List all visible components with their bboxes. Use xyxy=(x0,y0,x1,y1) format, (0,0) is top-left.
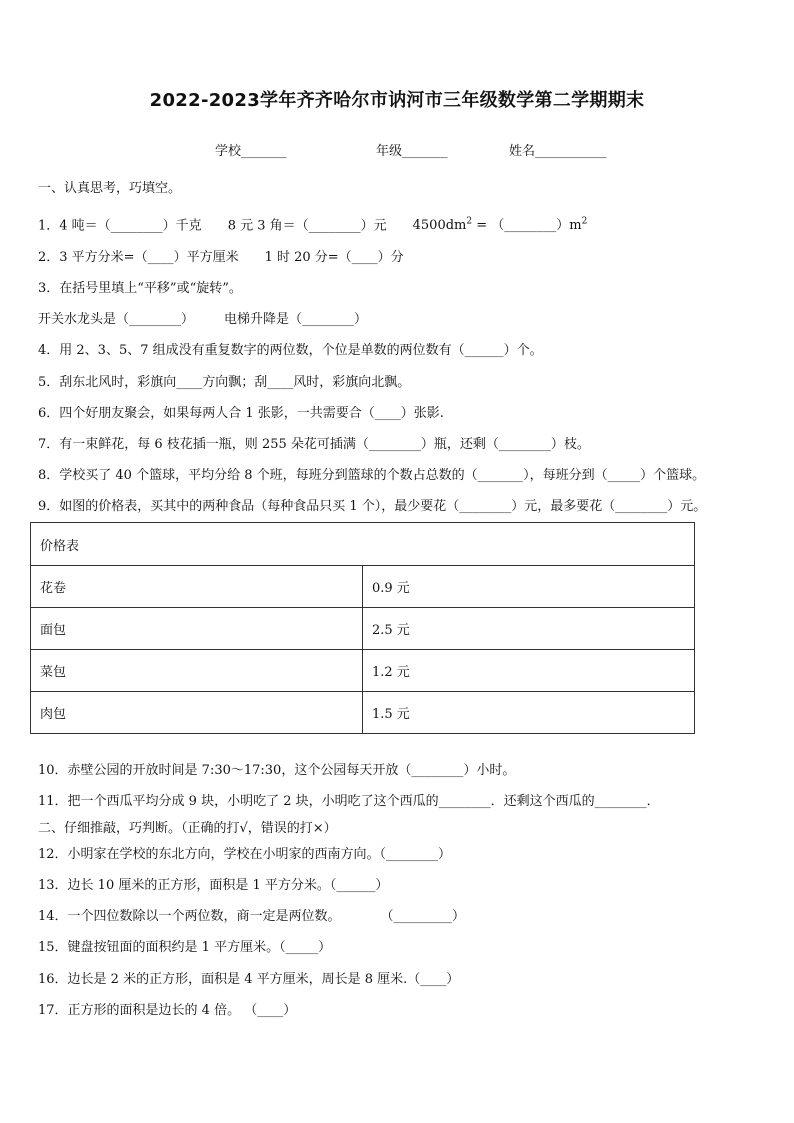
question-5: 5．刮东北风时，彩旗向____方向飘；刮____风时，彩旗向北飘。 xyxy=(38,375,411,390)
price-table xyxy=(30,522,695,734)
question-10: 10．赤壁公园的开放时间是 7:30～17:30，这个公园每天开放（________）小时。 xyxy=(38,763,516,778)
question-16: 16．边长是 2 米的正方形，面积是 4 平方厘米，周长是 8 厘米.（____） xyxy=(38,972,460,987)
question-17: 17．正方形的面积是边长的 4 倍。 （____） xyxy=(38,1003,297,1018)
price-table-header: 价格表 xyxy=(31,523,695,566)
name-label: 姓名 xyxy=(509,144,536,159)
q3-part-b: 电梯升降是（________） xyxy=(224,312,368,327)
table-row xyxy=(31,650,695,692)
q14-answer-blank: （_________） xyxy=(380,909,466,924)
name-blank: ___________ xyxy=(535,144,607,159)
q2-part-a: 2．3 平方分米=（____）平方厘米 xyxy=(38,250,239,265)
question-14 xyxy=(38,909,465,925)
school-field xyxy=(215,140,287,159)
food-price: 0.9 元 xyxy=(363,566,695,608)
grade-label: 年级 xyxy=(376,144,403,159)
question-13: 13．边长 10 厘米的正方形，面积是 1 平方分米。（______） xyxy=(38,878,389,893)
q1-part-a: 1．4 吨＝（________）千克 xyxy=(38,218,202,234)
section-1-heading: 一、认真思考，巧填空。 xyxy=(38,181,182,196)
question-9: 9．如图的价格表，买其中的两种食品（每种食品只买 1 个），最少要花（________）元，最多要花（________）元。 xyxy=(38,499,707,514)
grade-field xyxy=(376,140,448,159)
table-row xyxy=(31,566,695,608)
q3-part-a: 开关水龙头是（________） xyxy=(38,312,195,327)
question-15: 15．键盘按钮面的面积约是 1 平方厘米。（_____） xyxy=(38,940,332,955)
question-12: 12．小明家在学校的东北方向，学校在小明家的西南方向。（________） xyxy=(38,847,452,862)
question-3-stem: 3．在括号里填上“平移”或“旋转”。 xyxy=(38,281,242,296)
page-title: 2022-2023学年齐齐哈尔市讷河市三年级数学第二学期期末 xyxy=(149,90,645,111)
question-4: 4．用 2、3、5、7 组成没有重复数字的两位数，个位是单数的两位数有（______）个。 xyxy=(38,343,543,358)
q1-part-c: $4500dm^2$ = $(\_\_\_\_\_\_\_\_)m^2$ xyxy=(412,217,588,234)
question-3-parts xyxy=(38,312,367,328)
food-price: 1.5 元 xyxy=(363,692,695,734)
food-item: 花卷 xyxy=(31,566,363,608)
question-7: 7．有一束鲜花，每 6 枝花插一瓶，则 255 朵花可插满（________）瓶，还剩（________）枝。 xyxy=(38,437,590,452)
question-11: 11．把一个西瓜平均分成 9 块，小明吃了 2 块，小明吃了这个西瓜的________．还剩这个西瓜的________． xyxy=(38,794,660,809)
grade-blank: _______ xyxy=(402,144,448,159)
food-price: 1.2 元 xyxy=(363,650,695,692)
question-6: 6．四个好朋友聚会，如果每两人合 1 张影，一共需要合（____）张影. xyxy=(38,406,444,421)
school-blank: _______ xyxy=(241,144,287,159)
question-1 xyxy=(38,214,587,234)
table-row xyxy=(31,608,695,650)
table-row xyxy=(31,692,695,734)
q14-statement: 14．一个四位数除以一个两位数，商一定是两位数。 xyxy=(38,909,341,924)
question-2 xyxy=(38,250,404,266)
food-item: 面包 xyxy=(31,608,363,650)
food-price: 2.5 元 xyxy=(363,608,695,650)
food-item: 菜包 xyxy=(31,650,363,692)
q2-part-b: 1 时 20 分=（____）分 xyxy=(264,250,404,265)
food-item: 肉包 xyxy=(31,692,363,734)
name-field xyxy=(509,140,607,159)
section-2-heading: 二、仔细推敲，巧判断。（正确的打√，错误的打×） xyxy=(38,821,337,836)
school-label: 学校 xyxy=(215,144,242,159)
question-8: 8．学校买了 40 个篮球，平均分给 8 个班，每班分到篮球的个数占总数的（_______），每班分到（_____）个篮球。 xyxy=(38,468,706,483)
q1-part-b: 8 元 3 角＝（________）元 xyxy=(227,218,387,234)
price-table-header-row xyxy=(31,523,695,566)
